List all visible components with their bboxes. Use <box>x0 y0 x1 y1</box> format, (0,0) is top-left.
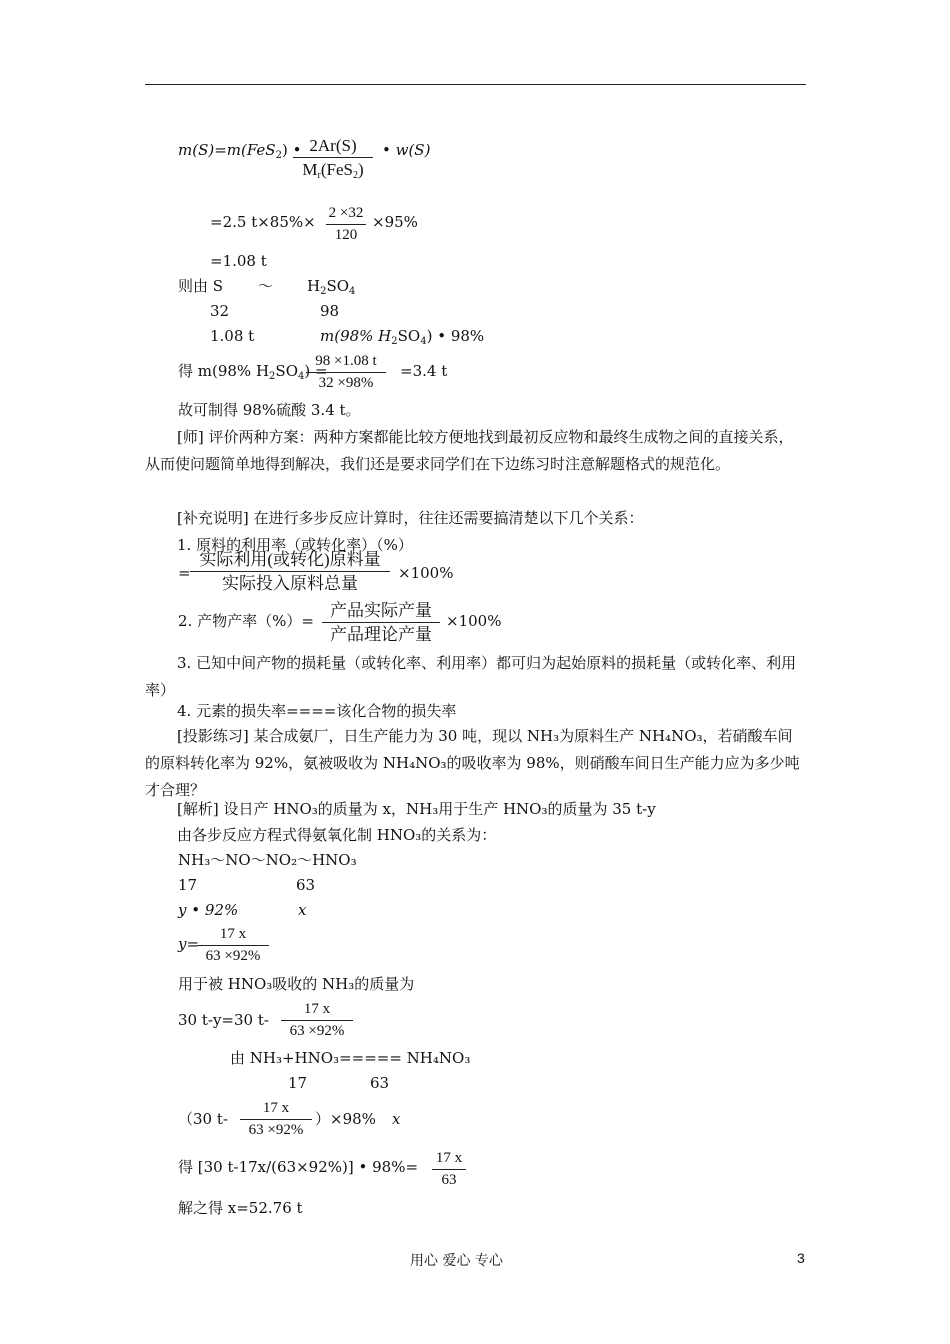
text: ×100% <box>446 612 502 630</box>
text: m(S)=m(FeS <box>178 141 276 159</box>
equation-line: • w(S) <box>382 141 431 159</box>
text: m(98% $H_2SO_4$) • 98% <box>320 327 485 347</box>
equation-line: =1.08 t <box>210 252 267 270</box>
fraction: 2 ×32 120 <box>326 206 366 243</box>
paragraph: 1. 原料的利用率（或转化率）（%） <box>177 536 413 554</box>
header-rule <box>145 84 806 85</box>
denominator: $M_r(FeS_2)$ <box>302 160 364 181</box>
text: ）×98% <box>315 1110 376 1128</box>
text: 17 <box>288 1074 308 1092</box>
paragraph: [投影练习] 某合成氨厂，日生产能力为 30 吨，现以 NH₃为原料生产 NH₄NO₃，若硝酸车间的原料转化率为 92%，氨被吸收为 NH₄NO₃的吸收率为 98%，则硝酸车间日生产能力应为多少吨才合理？ <box>145 727 800 799</box>
text: 由 NH₃+HNO₃===== NH₄NO₃ <box>230 1049 471 1067</box>
text: 98 <box>320 302 340 320</box>
text: x <box>298 901 307 919</box>
paragraph: 3. 已知中间产物的损耗量（或转化率、利用率）都可归为起始原料的损耗量（或转化率、利用率） <box>145 654 797 699</box>
text: 2. 产物产率（%）= <box>178 612 314 630</box>
fraction <box>293 136 373 181</box>
fraction: 17 x 63 ×92% <box>281 1002 353 1039</box>
paragraph: [解析] 设日产 HNO₃的质量为 x，NH₃用于生产 HNO₃的质量为 35 t-y <box>177 800 656 818</box>
fraction: 实际利用(或转化)原料量 实际投入原料总量 <box>190 551 390 592</box>
text: x <box>392 1110 401 1128</box>
text: y • 92% <box>178 901 239 919</box>
text: 解之得 x=52.76 t <box>178 1199 303 1217</box>
text: 得 [30 t-17x/(63×92%)] • 98%= <box>178 1158 419 1176</box>
paragraph: [补充说明] 在进行多步反应计算时，往往还需要搞清楚以下几个关系： <box>177 509 644 527</box>
text: 17 <box>178 876 198 894</box>
text: 63 <box>296 876 316 894</box>
fraction: 17 x 63 <box>432 1151 466 1188</box>
fraction: 98 ×1.08 t 32 ×98% <box>306 354 386 391</box>
fraction: 产品实际产量 产品理论产量 <box>322 602 440 643</box>
text: ×100% <box>398 564 454 582</box>
fraction: 17 x 63 ×92% <box>197 927 269 964</box>
text: 用于被 HNO₃吸收的 NH₃的质量为 <box>178 975 415 993</box>
fraction: 17 x 63 ×92% <box>240 1101 312 1138</box>
text: ) • <box>281 141 302 159</box>
paragraph: 4. 元素的损失率====该化合物的损失率 <box>177 702 457 720</box>
page-number: 3 <box>797 1250 805 1266</box>
text: NH₃～NO～NO₂～HNO₃ <box>178 851 357 869</box>
text: 30 t-y=30 t- <box>178 1011 269 1029</box>
footer-motto: 用心 爱心 专心 <box>410 1253 503 1269</box>
equation-line: 得 m(98% $H_2SO_4$) = <box>178 362 328 382</box>
paragraph: [师] 评价两种方案：两种方案都能比较方便地找到最初反应物和最终生成物之间的直接关系，从而使问题简单地得到解决，我们还是要求同学们在下边练习时注意解题格式的规范化。 <box>145 428 794 473</box>
equation-line: $H_2SO_4$ <box>307 277 356 297</box>
equation-line: ×95% <box>372 213 418 231</box>
text: =3.4 t <box>400 362 448 380</box>
equation-line: m(S)=m(FeS$_2$) • <box>178 141 302 161</box>
numerator: 2Ar(S) <box>309 136 357 155</box>
text: 63 <box>370 1074 390 1092</box>
equation-line: ～ <box>258 277 274 295</box>
text: y= <box>178 935 200 953</box>
text: = <box>178 564 191 582</box>
text: 1.08 t <box>210 327 255 345</box>
text: 故可制得 98%硫酸 3.4 t。 <box>178 401 361 419</box>
text: （30 t- <box>178 1110 228 1128</box>
equation-line: 则由 S <box>178 277 224 295</box>
equation-line: =2.5 t×85%× <box>210 213 316 231</box>
text: 32 <box>210 302 230 320</box>
paragraph: 由各步反应方程式得氨氧化制 HNO₃的关系为： <box>177 826 497 844</box>
